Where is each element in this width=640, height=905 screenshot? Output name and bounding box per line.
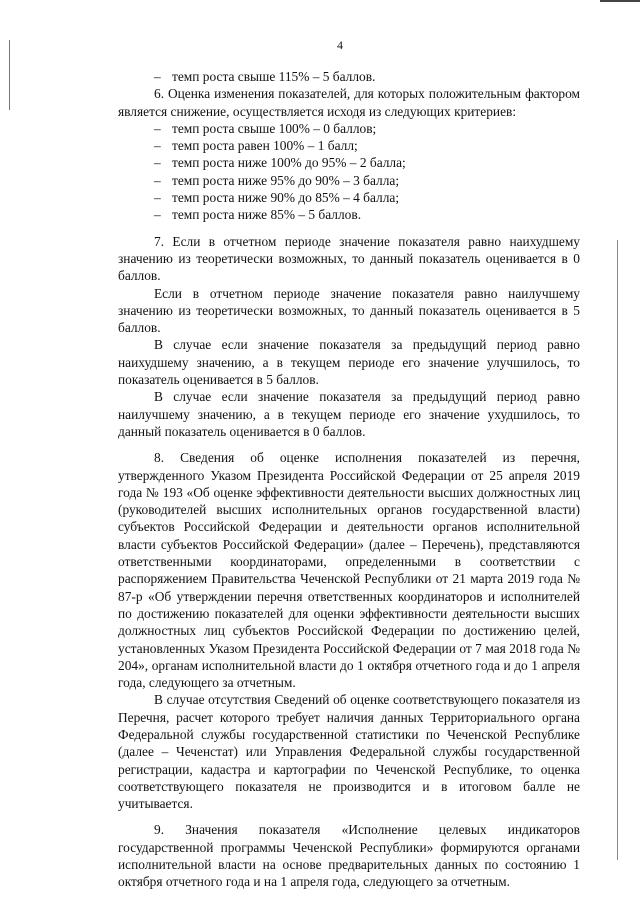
list-item: – темп роста равен 100% – 1 балл; xyxy=(154,138,358,154)
criteria-list-top xyxy=(118,68,580,85)
paragraph-7: 7. Если в отчетном периоде значение показателя равно наихудшему значению из теоретически возможных, то данный показатель оценивается в 0 баллов. xyxy=(118,233,580,284)
paragraph-7-worsened: В случае если значение показателя за предыдущий период равно наилучшему значению, а в текущем периоде его значение ухудшилось, то данный показатель оценивается в 0 баллов. xyxy=(118,389,580,439)
list-item: – темп роста ниже 100% до 95% – 2 балла; xyxy=(154,155,406,171)
list-item: – темп роста ниже 95% до 90% – 3 балла; xyxy=(154,172,400,188)
list-item: – темп роста свыше 100% – 0 баллов; xyxy=(154,120,377,136)
paragraph-7-best: Если в отчетном периоде значение показателя равно наилучшему значению из теоретически возможных, то данный показатель оценивается в 5 баллов. xyxy=(118,285,580,336)
criteria-list-decrease xyxy=(118,120,580,224)
paragraph-9: 9. Значения показателя «Исполнение целевых индикаторов государственной программы Чеченской Республики» формируются органами исполнительной власти на основе предварительных данных по состоянию 1 октября отчетного года и на 1 апреля года, следующего за отчетным. xyxy=(118,822,580,890)
paragraph-6: 6. Оценка изменения показателей, для которых положительным фактором является снижение, осуществляется исходя из следующих критериев: xyxy=(118,86,580,119)
list-item: – темп роста ниже 85% – 5 баллов. xyxy=(154,207,362,223)
document-body xyxy=(118,68,580,891)
list-item: – темп роста свыше 115% – 5 баллов. xyxy=(154,69,376,84)
paragraph-7-improved: В случае если значение показателя за предыдущий период равно наихудшему значению, а в текущем периоде его значение улучшилось, то показатель оценивается в 5 баллов. xyxy=(118,337,580,388)
paragraph-8: 8. Сведения об оценке исполнения показателей из перечня, утвержденного Указом Президента Российской Федерации от 25 апреля 2019 года № 193 «Об оценке эффективности деятельности высших должностных лиц (руководителей высших исполнительных органов государственной власти) субъектов Российской Федерации и деятельности органов исполнительной власти субъектов Российской Федерации» (далее – Перечень), представляются ответственными координаторами, определенными в соответствии с распоряжением Правительства Чеченской Республики от 21 марта 2019 года № 87-р «Об утверждении перечня ответственных координаторов и исполнителей по достижению показателей для оценки эффективности деятельности высших должностных лиц субъектов Российской Федерации по достижению целей, установленных Указом Президента Российской Федерации от 7 мая 2018 года № 204», органам исполнительной власти до 1 октября отчетного года и до 1 апреля года, следующего за отчетным. xyxy=(118,450,580,691)
scan-edge-mark-top xyxy=(600,0,640,2)
dash-glyph: – xyxy=(154,69,161,84)
scan-edge-mark-left xyxy=(9,40,10,110)
paragraph-8-absence: В случае отсутствия Сведений об оценке соответствующего показателя из Перечня, расчет которого требует наличия данных Территориального органа Федеральной службы государственной статистики по Чеченской Республике (далее – Чеченстат) или Управления Федеральной службы государственной регистрации, кадастра и картографии по Чеченской Республике, то оценка соответствующего показателя не производится и в итоговом балле не учитывается. xyxy=(118,692,580,812)
page-number: 4 xyxy=(337,38,343,52)
list-item: – темп роста ниже 90% до 85% – 4 балла; xyxy=(154,190,400,206)
scan-edge-mark-right xyxy=(617,240,618,860)
